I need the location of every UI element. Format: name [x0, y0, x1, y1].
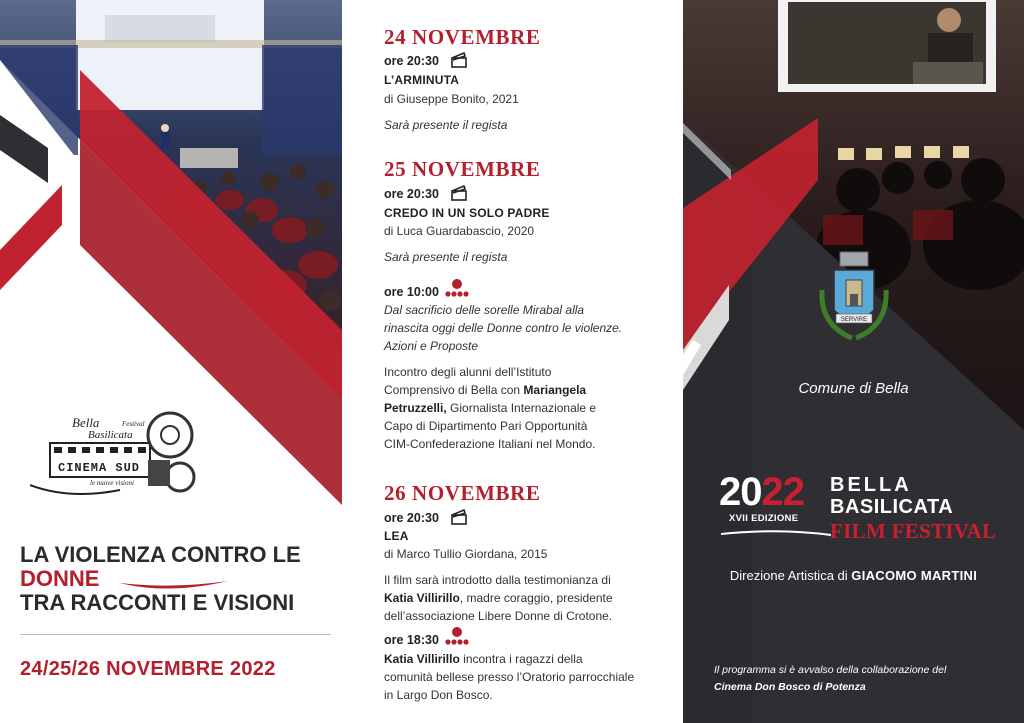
right-background-graphic	[683, 0, 1024, 723]
film-director: di Luca Guardabascio, 2020	[384, 224, 535, 238]
screening-time: ore 20:30	[384, 187, 439, 201]
description-line: Incontro degli alunni dell’Istituto	[384, 365, 552, 379]
year-part: 20	[719, 470, 762, 514]
speaker-name: Petruzzelli,	[384, 401, 447, 415]
meeting-time: ore 18:30	[384, 633, 439, 647]
film-title: L’ARMINUTA	[384, 73, 460, 87]
direction-label: Direzione Artistica di	[729, 568, 852, 583]
speaker-name: Mariangela	[523, 383, 587, 397]
director-present-note: Sarà presente il regista	[384, 118, 508, 132]
director-present-note: Sarà presente il regista	[384, 250, 508, 264]
logo-word-basilicata: Basilicata	[88, 429, 133, 441]
festival-edition: XVII EDIZIONE	[729, 513, 799, 524]
festival-name-line-1: BELLA	[830, 474, 912, 496]
title-line-1: LA VIOLENZA CONTRO LE	[20, 542, 301, 567]
clapperboard-icon	[450, 52, 468, 68]
day-heading-24: 24 NOVEMBRE	[384, 25, 541, 49]
film-strip-swoosh	[719, 528, 834, 540]
day-heading-26: 26 NOVEMBRE	[384, 481, 541, 505]
audience-icon	[444, 278, 470, 298]
title-line-3: TRA RACCONTI E VISIONI	[20, 590, 295, 615]
title-divider	[20, 634, 331, 635]
audience-icon	[444, 626, 470, 646]
description-line: CIM-Confederazione Italiani nel Mondo.	[384, 437, 596, 451]
meeting-time: ore 10:00	[384, 285, 439, 299]
description-text: incontra i ragazzi della	[459, 652, 583, 666]
program-panel	[342, 0, 683, 723]
title-line-2: DONNE	[20, 566, 100, 591]
description-text: , madre coraggio, presidente	[459, 591, 613, 605]
director-name: GIACOMO MARTINI	[851, 568, 978, 583]
film-title: CREDO IN UN SOLO PADRE	[384, 206, 550, 220]
event-dates: 24/25/26 NOVEMBRE 2022	[20, 658, 276, 680]
day-heading-25: 25 NOVEMBRE	[384, 157, 541, 181]
description-line: Il film sarà introdotto dalla testimonianza di	[384, 573, 611, 587]
collaboration-note: Il programma si è avvalso della collaborazione del	[714, 664, 947, 676]
film-director: di Giuseppe Bonito, 2021	[384, 92, 519, 106]
collaboration-partner: Cinema Don Bosco di Potenza	[714, 681, 866, 693]
logo-word-cinema-sud: CINEMA SUD	[58, 461, 141, 475]
description-line: in Largo Don Bosco.	[384, 688, 493, 702]
crest-crown	[840, 252, 868, 266]
description-text: Giornalista Internazionale e	[446, 401, 597, 415]
comune-di-bella-crest	[814, 250, 894, 350]
crest-banner-text: SERVIRE	[840, 317, 868, 323]
logo-word-festival: Festival	[122, 420, 145, 428]
left-panel	[0, 0, 342, 723]
red-swoosh-graphic	[118, 575, 230, 591]
speaker-name: Katia Villirillo	[384, 652, 460, 666]
film-camera-logo-graphic	[30, 405, 205, 505]
bella-basilicata-festival-logo	[30, 405, 205, 505]
description-text: Comprensivo di Bella con	[384, 383, 524, 397]
year-part: 22	[761, 470, 804, 514]
film-title: LEA	[384, 529, 409, 543]
speaker-name: Katia Villirillo	[384, 591, 460, 605]
clapperboard-icon	[450, 509, 468, 525]
description-line: comunità bellese presso l’Oratorio parrocchiale	[384, 670, 635, 684]
artistic-direction	[683, 568, 1024, 583]
festival-year	[719, 470, 804, 515]
film-intro-description	[384, 571, 669, 625]
talk-title-line: Dal sacrificio delle sorelle Mirabal alla	[384, 303, 585, 317]
screening-time: ore 20:30	[384, 511, 439, 525]
talk-title-line: Azioni e Proposte	[384, 339, 479, 353]
description-line: Capo di Dipartimento Pari Opportunità	[384, 419, 588, 433]
festival-panel	[683, 0, 1024, 723]
logo-word-bella: Bella	[72, 415, 100, 430]
film-director: di Marco Tullio Giordana, 2015	[384, 547, 548, 561]
meeting-description	[384, 650, 669, 704]
festival-name-line-2: BASILICATA	[830, 496, 954, 518]
comune-name: Comune di Bella	[798, 380, 909, 397]
logo-tagline: le nuove visioni	[90, 479, 134, 487]
screening-time: ore 20:30	[384, 54, 439, 68]
description-line: dell’associazione Libere Donne di Crotone.	[384, 609, 613, 623]
event-title	[20, 543, 320, 615]
meeting-description	[384, 363, 669, 453]
talk-title	[384, 301, 669, 355]
talk-title-line: rinascita oggi delle Donne contro le violenze.	[384, 321, 623, 335]
festival-name-line-3: FILM FESTIVAL	[830, 519, 997, 543]
clapperboard-icon	[450, 185, 468, 201]
